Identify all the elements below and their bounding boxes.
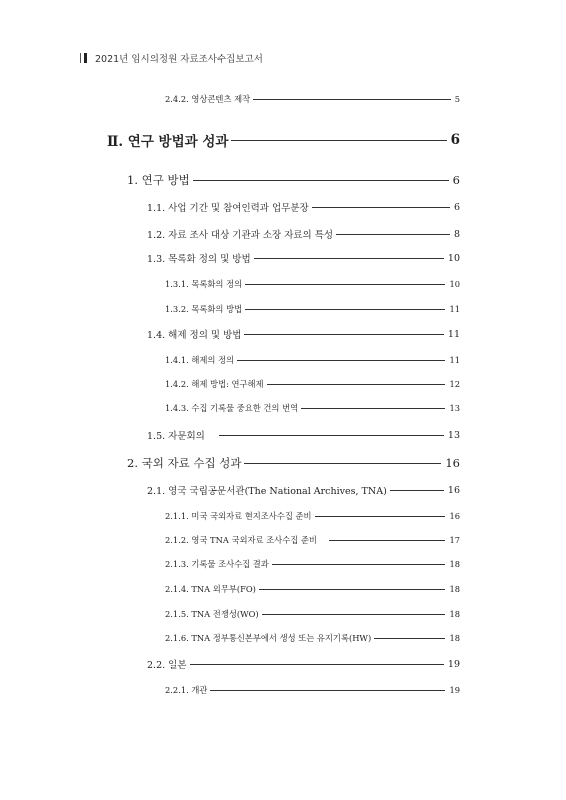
- toc-entry[interactable]: [147, 656, 460, 672]
- toc-leader: [262, 614, 446, 615]
- toc-entry-label: 1.4.2. 해제 방법: 연구해제: [165, 379, 264, 389]
- toc-entry-page: 8: [453, 228, 460, 240]
- toc-entry-label: 1.4. 해제 정의 및 방법: [147, 330, 242, 341]
- toc-leader: [244, 463, 441, 464]
- toc-leader: [390, 490, 444, 491]
- toc-leader: [245, 284, 445, 285]
- toc-leader: [315, 516, 446, 517]
- toc-entry-page: 5: [454, 94, 460, 104]
- toc-entry-label: 1.1. 사업 기간 및 참여인력과 업무분장: [147, 203, 309, 214]
- toc-entry-label: 2.4.2. 영상콘텐츠 제작: [165, 94, 251, 104]
- toc-entry[interactable]: [147, 226, 460, 242]
- toc-entry-label: 1.3.2. 목록화의 방법: [165, 304, 243, 314]
- toc-entry[interactable]: [165, 607, 460, 621]
- toc-entry[interactable]: [165, 509, 460, 523]
- toc-entry-label: 1.2. 자료 조사 대상 기관과 소장 자료의 특성: [147, 230, 334, 241]
- toc-entry-page: 18: [449, 633, 460, 643]
- toc-entry-page: 18: [449, 584, 460, 594]
- toc-entry[interactable]: [165, 377, 460, 391]
- toc-entry[interactable]: [127, 172, 460, 188]
- toc-entry-page: 17: [449, 535, 460, 545]
- toc-entry-page: 12: [449, 379, 460, 389]
- toc-leader: [193, 180, 449, 181]
- toc-entry-label: 2.1.2. 영국 TNA 국외자료 조사수집 준비: [165, 535, 317, 545]
- toc-leader: [253, 99, 451, 100]
- toc-entry[interactable]: [165, 277, 460, 291]
- toc-entry-page: 13: [447, 429, 460, 441]
- toc-entry-label: 2.1.6. TNA 정부통신본부에서 생성 또는 유지기록(HW): [165, 633, 372, 643]
- toc-entry-page: 6: [452, 173, 460, 187]
- toc-entry[interactable]: [147, 250, 460, 266]
- toc-entry-page: 11: [449, 304, 460, 314]
- toc-entry-label: Ⅱ. 연구 방법과 성과: [107, 134, 229, 150]
- toc-entry-label: 1.4.1. 해제의 정의: [165, 355, 235, 365]
- toc-entry-page: 19: [449, 685, 460, 695]
- toc-leader: [301, 408, 445, 409]
- toc-leader: [190, 664, 444, 665]
- toc-entry-label: 2.1.4. TNA 외무부(FO): [165, 584, 256, 594]
- toc-entry-page: 16: [447, 484, 460, 496]
- toc-entry[interactable]: [147, 326, 460, 342]
- header-title: 2021년 임시의정원 자료조사수집보고서: [95, 54, 263, 65]
- toc-entry[interactable]: [147, 427, 460, 443]
- toc-entry[interactable]: [107, 130, 460, 150]
- toc-leader: [336, 234, 450, 235]
- header-bar-mark: [80, 53, 87, 63]
- toc-leader: [237, 360, 445, 361]
- toc-entry-page: 11: [447, 328, 460, 340]
- toc-entry-label: 2.2.1. 개관: [165, 685, 208, 695]
- toc-entry-page: 6: [453, 201, 460, 213]
- toc-entry-page: 10: [447, 252, 460, 264]
- toc-entry[interactable]: [165, 557, 460, 571]
- toc-leader: [374, 638, 445, 639]
- toc-entry[interactable]: [147, 482, 460, 498]
- toc-entry-label: 2. 국외 자료 수집 성과: [127, 456, 242, 470]
- toc-entry-label: 2.1. 영국 국립공문서관(The National Archives, TNA): [147, 486, 387, 497]
- toc-leader: [210, 690, 445, 691]
- toc-entry[interactable]: [165, 631, 460, 645]
- toc-leader: [329, 540, 446, 541]
- toc-entry[interactable]: [165, 401, 460, 415]
- toc-leader: [254, 258, 444, 259]
- toc-entry-page: 11: [449, 355, 460, 365]
- running-header: [80, 51, 263, 65]
- toc-entry[interactable]: [165, 533, 460, 547]
- toc-entry[interactable]: [165, 353, 460, 367]
- toc-entry[interactable]: [165, 582, 460, 596]
- toc-leader: [267, 384, 446, 385]
- toc-entry-label: 1.3.1. 목록화의 정의: [165, 279, 243, 289]
- toc-leader: [272, 564, 446, 565]
- toc-entry-page: 16: [445, 456, 460, 470]
- toc-entry[interactable]: [165, 683, 460, 697]
- toc-entry-page: 18: [449, 559, 460, 569]
- toc-entry-page: 6: [450, 132, 460, 148]
- toc-entry[interactable]: [165, 302, 460, 316]
- toc-leader: [231, 140, 446, 141]
- toc-entry[interactable]: [147, 199, 460, 215]
- toc-entry-label: 2.1.3. 기록물 조사수집 결과: [165, 559, 269, 569]
- toc-leader: [244, 334, 443, 335]
- toc-entry-label: 1.4.3. 수집 기록물 중요한 건의 번역: [165, 403, 299, 413]
- toc-entry-label: 1.5. 자문회의: [147, 431, 205, 442]
- toc-leader: [245, 309, 445, 310]
- toc-entry-label: 2.1.1. 미국 국외자료 현지조사수집 준비: [165, 511, 312, 521]
- toc-entry-page: 13: [449, 403, 460, 413]
- toc-leader: [219, 435, 444, 436]
- toc-entry-page: 16: [449, 511, 460, 521]
- toc-entry-label: 2.2. 일본: [147, 660, 187, 671]
- toc-leader: [312, 207, 450, 208]
- toc-leader: [259, 589, 446, 590]
- toc-entry[interactable]: [165, 92, 460, 106]
- toc-entry-page: 19: [447, 658, 460, 670]
- toc-entry-page: 18: [449, 609, 460, 619]
- toc-entry-page: 10: [449, 279, 460, 289]
- toc-entry-label: 2.1.5. TNA 전쟁성(WO): [165, 609, 259, 619]
- toc-entry[interactable]: [127, 455, 460, 471]
- toc-entry-label: 1.3. 목록화 정의 및 방법: [147, 254, 251, 265]
- toc-entry-label: 1. 연구 방법: [127, 173, 190, 187]
